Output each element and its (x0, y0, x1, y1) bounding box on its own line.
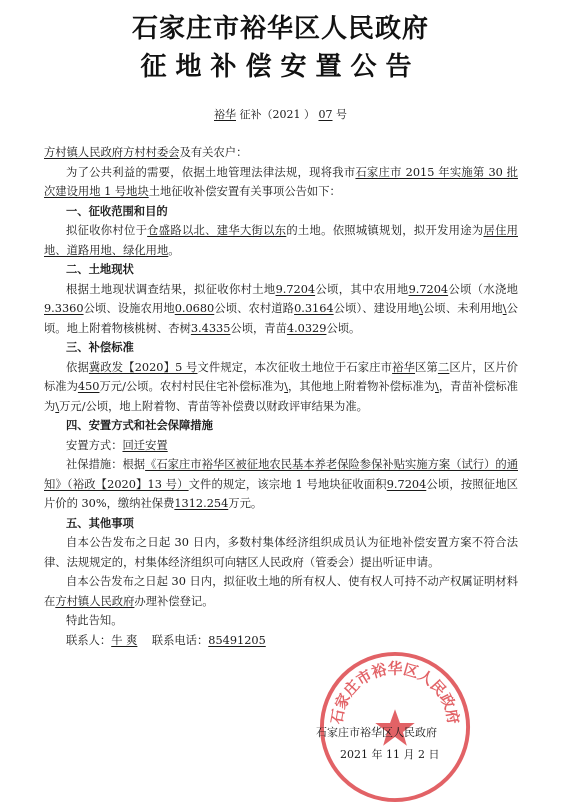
s2-farm: 9.7204 (408, 282, 449, 296)
addressee-rest: 及有关农户： (179, 146, 248, 159)
s2-facility: 0.0680 (174, 302, 215, 315)
s3-other: \ (435, 380, 439, 393)
s3-price: 450 (77, 380, 100, 393)
intro-text-1: 为了公共利益的需要，依据土地管理法律法规，现将我市 (66, 165, 356, 179)
signature-block (316, 722, 439, 766)
s2-text-j: 公顷。 (326, 321, 361, 335)
s1-text-c: 。 (168, 243, 180, 257)
s1-text-a: 拟征收你村位于 (66, 224, 148, 237)
signature-date: 2021 年 11 月 2 日 (340, 748, 440, 761)
doc-district: 裕华 (214, 108, 236, 121)
s3-text-d: 区片，区片价标准为 (44, 360, 518, 393)
s2-build: \ (419, 302, 423, 315)
s3-zone: 二 (437, 360, 450, 374)
s2-irrigated: 9.3360 (44, 302, 84, 315)
s2-crop: 4.0329 (286, 321, 327, 335)
s3-text-f: ，其他地上附着物补偿标准为 (288, 380, 436, 393)
section-2-text (44, 280, 518, 339)
document-number (0, 106, 561, 122)
section-1-text (44, 221, 518, 260)
s3-crop: \ (55, 399, 60, 413)
title-line-1: 石家庄市裕华区人民政府 (131, 14, 429, 44)
contact-person-label: 联系人： (66, 633, 112, 647)
section-1-title: 一、征收范围和目的 (66, 204, 168, 218)
s2-text-c: 公顷（水浇地 (448, 282, 518, 296)
s4-area: 9.7204 (386, 477, 427, 491)
s3-district: 裕华 (392, 360, 416, 374)
closing: 特此告知。 (66, 614, 123, 627)
addressee (44, 143, 518, 163)
signature-org: 石家庄市裕华区人民政府 (316, 726, 437, 739)
doc-suffix: 号 (336, 108, 347, 121)
doc-mid: 征补（2021 ） (239, 108, 315, 121)
seal-text: 石家庄市裕华区人民政府 (328, 660, 462, 726)
s2-text-f: 公顷）、建设用地 (333, 302, 420, 315)
section-5-title: 五、其他事项 (66, 516, 134, 530)
s2-text-d: 公顷、设施农用地 (83, 302, 175, 315)
s4-ss-text-c: 公顷，按照征地区片价的 30%，缴纳社保费 (44, 477, 518, 510)
s4-ss-label: 社保措施：根据 (66, 458, 146, 471)
section-2-title: 二、土地现状 (66, 263, 134, 276)
section-5-para-2 (44, 572, 518, 611)
intro-paragraph (44, 163, 518, 202)
s3-text-e: 万元/公顷。农村村民住宅补偿标准为 (99, 380, 285, 393)
contact-phone: 85491205 (208, 633, 266, 647)
intro-project: 石家庄市 2015 年实施第 30 批次建设用地 1 号地块 (44, 165, 518, 198)
s2-text-a: 根据土地现状调查结果，拟征收你村土地 (66, 282, 276, 296)
s3-text-c: 区第 (415, 360, 438, 374)
s3-text-h: 万元/公顷，地上附着物、青苗等补偿费以财政评审结果为准。 (59, 399, 368, 413)
section-3-title: 三、补偿标准 (66, 341, 134, 354)
s4-fee: 1312.254 (174, 497, 229, 510)
section-4-title: 四、安置方式和社会保障措施 (66, 419, 213, 432)
addressee-name: 方村镇人民政府方村村委会 (44, 146, 180, 159)
doc-num: 07 (318, 108, 333, 121)
s2-text-e: 公顷、农村道路 (214, 302, 295, 315)
s2-text-g: 公顷、未利用地 (422, 302, 503, 315)
s4-ss-text-b: 文件的规定，该宗地 1 号地块征收面积 (188, 477, 387, 491)
s5-text-b: 办理补偿登记。 (134, 594, 214, 608)
s3-text-g: ，青苗补偿标准为 (44, 380, 518, 413)
s4-mode: 回迁安置 (122, 438, 168, 452)
s5-text-a: 自本公告发布之日起 30 日内，拟征收土地的所有权人、使有权人可持不动产权属证明材料在 (44, 575, 518, 608)
s4-mode-label: 安置方式： (66, 438, 123, 452)
s1-use: 居住用地、道路用地、绿化用地 (44, 224, 518, 257)
section-5-para-1: 自本公告发布之日起 30 日内，多数村集体经济组织成员认为征地补偿安置方案不符合法律、法规规定的，村集体经济组织可向辖区人民政府（管委会）提出听证申请。 (44, 536, 518, 569)
section-3-text (44, 358, 518, 417)
intro-text-2: 土地征收补偿安置有关事项公告如下： (148, 185, 341, 198)
s4-ss-text-d: 万元。 (228, 497, 263, 510)
s3-text-a: 依据 (66, 360, 89, 374)
s3-text-b: 文件规定，本次征收土地位于石家庄市 (197, 360, 393, 374)
s2-road: 0.3164 (294, 302, 334, 315)
contact-person: 牛 爽 (111, 633, 138, 647)
s1-location: 仓盛路以北、建华大街以东 (147, 224, 287, 237)
notice-body (44, 143, 518, 650)
s3-doc: 冀政发【2020】5 号 (88, 360, 198, 374)
s1-text-b: 的土地。依照城镇规划，拟开发用途为 (286, 224, 484, 237)
section-4-mode (44, 436, 518, 456)
contact-phone-label: 联系电话： (151, 633, 209, 647)
section-4-social-security (44, 455, 518, 514)
title-line-2: 征地补偿安置公告 (140, 52, 421, 82)
s4-ss-doc: 《石家庄市裕华区被征地农民基本养老保险参保补贴实施方案（试行）的通知》（裕政【2020】13 号） (44, 458, 518, 491)
s2-tree: 3.4335 (190, 321, 231, 335)
s2-text-i: 公顷，青苗 (230, 321, 287, 335)
s3-house: \ (284, 380, 289, 393)
s2-unused: \ (502, 302, 507, 315)
s2-text-b: 公顷，其中农用地 (315, 282, 409, 296)
s2-text-h: 公顷。地上附着物核桃树、杏树 (44, 302, 518, 335)
s5-office: 方村镇人民政府 (55, 594, 135, 608)
s2-total: 9.7204 (275, 282, 316, 296)
